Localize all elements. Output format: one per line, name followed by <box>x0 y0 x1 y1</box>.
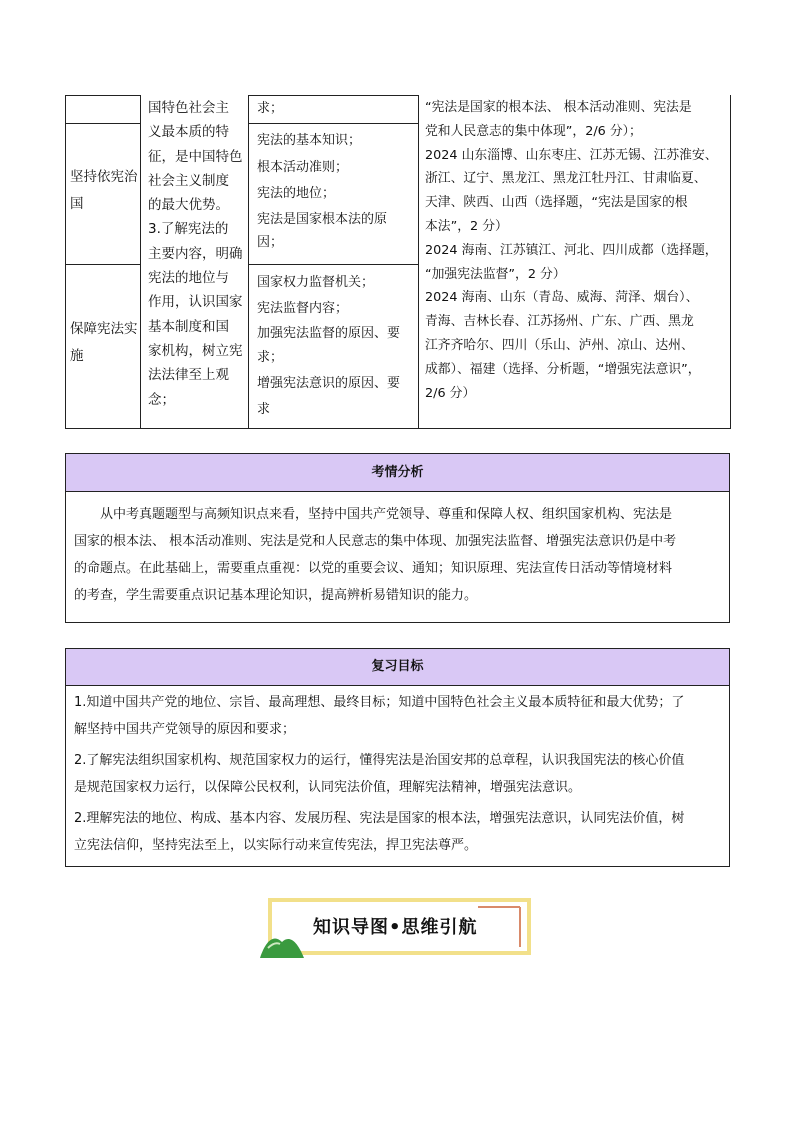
knowledge-cell-row0 <box>257 97 415 121</box>
knowledge-line: 宪法的基本知识； <box>257 133 362 148</box>
exam-line: 江齐齐哈尔、四川（乐山、泸州、凉山、达州、 <box>425 337 694 353</box>
exam-line: 2024 海南、江苏镇江、河北、四川成都（选择题， <box>425 242 718 258</box>
knowledge-line: 宪法监督内容； <box>257 301 349 316</box>
requirements-cell <box>148 96 246 412</box>
requirement-line: 3.了解宪法的 <box>148 221 229 238</box>
knowledge-cell-row1 <box>257 128 415 254</box>
goal-line: 1.知道中国共产党的地位、宗旨、最高理想、最终目标；知道中国特色社会主义最本质特征和最大优势；了 <box>74 695 685 710</box>
knowledge-line: 增强宪法意识的原因、要 <box>257 376 401 391</box>
knowledge-line: 宪法是国家根本法的原 <box>257 211 388 227</box>
exam-line: 成都）、福建（选择、分析题，“增强宪法意识”， <box>425 361 701 377</box>
exam-line: 天津、陕西、山西（选择题，“宪法是国家的根 <box>425 195 688 211</box>
analysis-header <box>65 453 730 492</box>
mountain-icon <box>258 930 308 960</box>
exam-line: 本法”，2 分） <box>425 218 508 234</box>
exam-line: 2024 海南、山东（青岛、威海、菏泽、烟台）、 <box>425 290 699 306</box>
exam-line: 2024 山东淄博、山东枣庄、江苏无锡、江苏淮安、 <box>425 147 718 163</box>
goal-line: 解坚持中国共产党领导的原因和要求； <box>74 722 296 737</box>
exam-line: 2/6 分） <box>425 385 476 401</box>
requirement-line: 征，是中国特色 <box>148 148 243 165</box>
topic-label: 保障宪法实施 <box>70 321 138 364</box>
requirement-line: 的最大优势。 <box>148 197 229 214</box>
requirement-line: 社会主义制度 <box>148 172 229 189</box>
knowledge-cell-row2 <box>257 270 415 422</box>
knowledge-line: 求； <box>257 350 284 365</box>
goal-line: 2.理解宪法的地位、构成、基本内容、发展历程、宪法是国家的根本法，增强宪法意识，认同宪法价值，树 <box>74 811 685 826</box>
knowledge-line: 根本活动准则； <box>257 159 349 175</box>
banner-title: 知识导图•思维引航 <box>313 917 478 938</box>
goals-title: 复习目标 <box>371 659 424 674</box>
requirement-line: 作用，认识国家 <box>148 294 243 311</box>
goals-header <box>65 648 730 686</box>
analysis-line: 从中考真题题型与高频知识点来看，坚持中国共产党领导、尊重和保障人权、组织国家机构、宪法是 <box>100 507 673 522</box>
requirement-line: 基本制度和国 <box>148 318 229 335</box>
knowledge-line: 宪法的地位； <box>257 186 336 201</box>
analysis-line: 国家的根本法、 根本活动准则、宪法是党和人民意志的集中体现、加强宪法监督、增强宪法意识仍是中考 <box>74 534 677 549</box>
knowledge-line: 国家权力监督机关； <box>257 275 375 290</box>
exam-line: “加强宪法监督”，2 分） <box>425 266 566 282</box>
goal-line: 立宪法信仰，坚持宪法至上，以实际行动来宣传宪法，捍卫宪法尊严。 <box>74 838 478 853</box>
analysis-line: 的命题点。在此基础上，需要重点重视：以党的重要会议、通知；知识原理、宪法宣传日活动等情境材料 <box>74 561 673 576</box>
mind-map-banner <box>258 895 533 960</box>
goal-line: 2.了解宪法组织国家机构、规范国家权力的运行，懂得宪法是治国安邦的总章程，认识我国宪法的核心价值 <box>74 753 685 768</box>
requirement-line: 家机构，树立宪 <box>148 342 243 359</box>
requirement-line: 宪法的地位与 <box>148 270 229 287</box>
topic-label: 坚持依宪治国 <box>70 169 138 212</box>
exam-line: 浙江、辽宁、黑龙江、黑龙江牡丹江、甘肃临夏、 <box>425 171 707 187</box>
knowledge-line: 加强宪法监督的原因、要 <box>257 326 401 341</box>
analysis-line: 的考查，学生需要重点识记基本理论知识，提高辨析易错知识的能力。 <box>74 588 478 603</box>
exam-line: “宪法是国家的根本法、 根本活动准则、宪法是 <box>425 100 692 115</box>
topic-cell-constitution-rule <box>70 164 140 218</box>
requirement-line: 主要内容，明确 <box>148 245 243 262</box>
knowledge-line: 因； <box>257 234 284 250</box>
requirement-line: 国特色社会主 <box>148 100 229 116</box>
knowledge-line: 求； <box>257 101 284 116</box>
analysis-body <box>65 492 730 623</box>
requirement-line: 义最本质的特 <box>148 124 229 141</box>
exam-line: 青海、吉林长春、江苏扬州、广东、广西、黑龙 <box>425 314 694 330</box>
knowledge-line: 求 <box>257 402 271 417</box>
exam-cell <box>425 96 730 405</box>
exam-line: 党和人民意志的集中体现”，2/6 分）； <box>425 123 642 139</box>
topic-cell-constitution-implementation <box>70 316 140 370</box>
goals-body <box>65 686 730 867</box>
analysis-title: 考情分析 <box>371 465 424 480</box>
requirement-line: 法法律至上观 <box>148 367 229 384</box>
goal-line: 是规范国家权力运行，以保障公民权利，认同宪法价值，理解宪法精神，增强宪法意识。 <box>74 780 582 795</box>
requirement-line: 念； <box>148 391 175 408</box>
